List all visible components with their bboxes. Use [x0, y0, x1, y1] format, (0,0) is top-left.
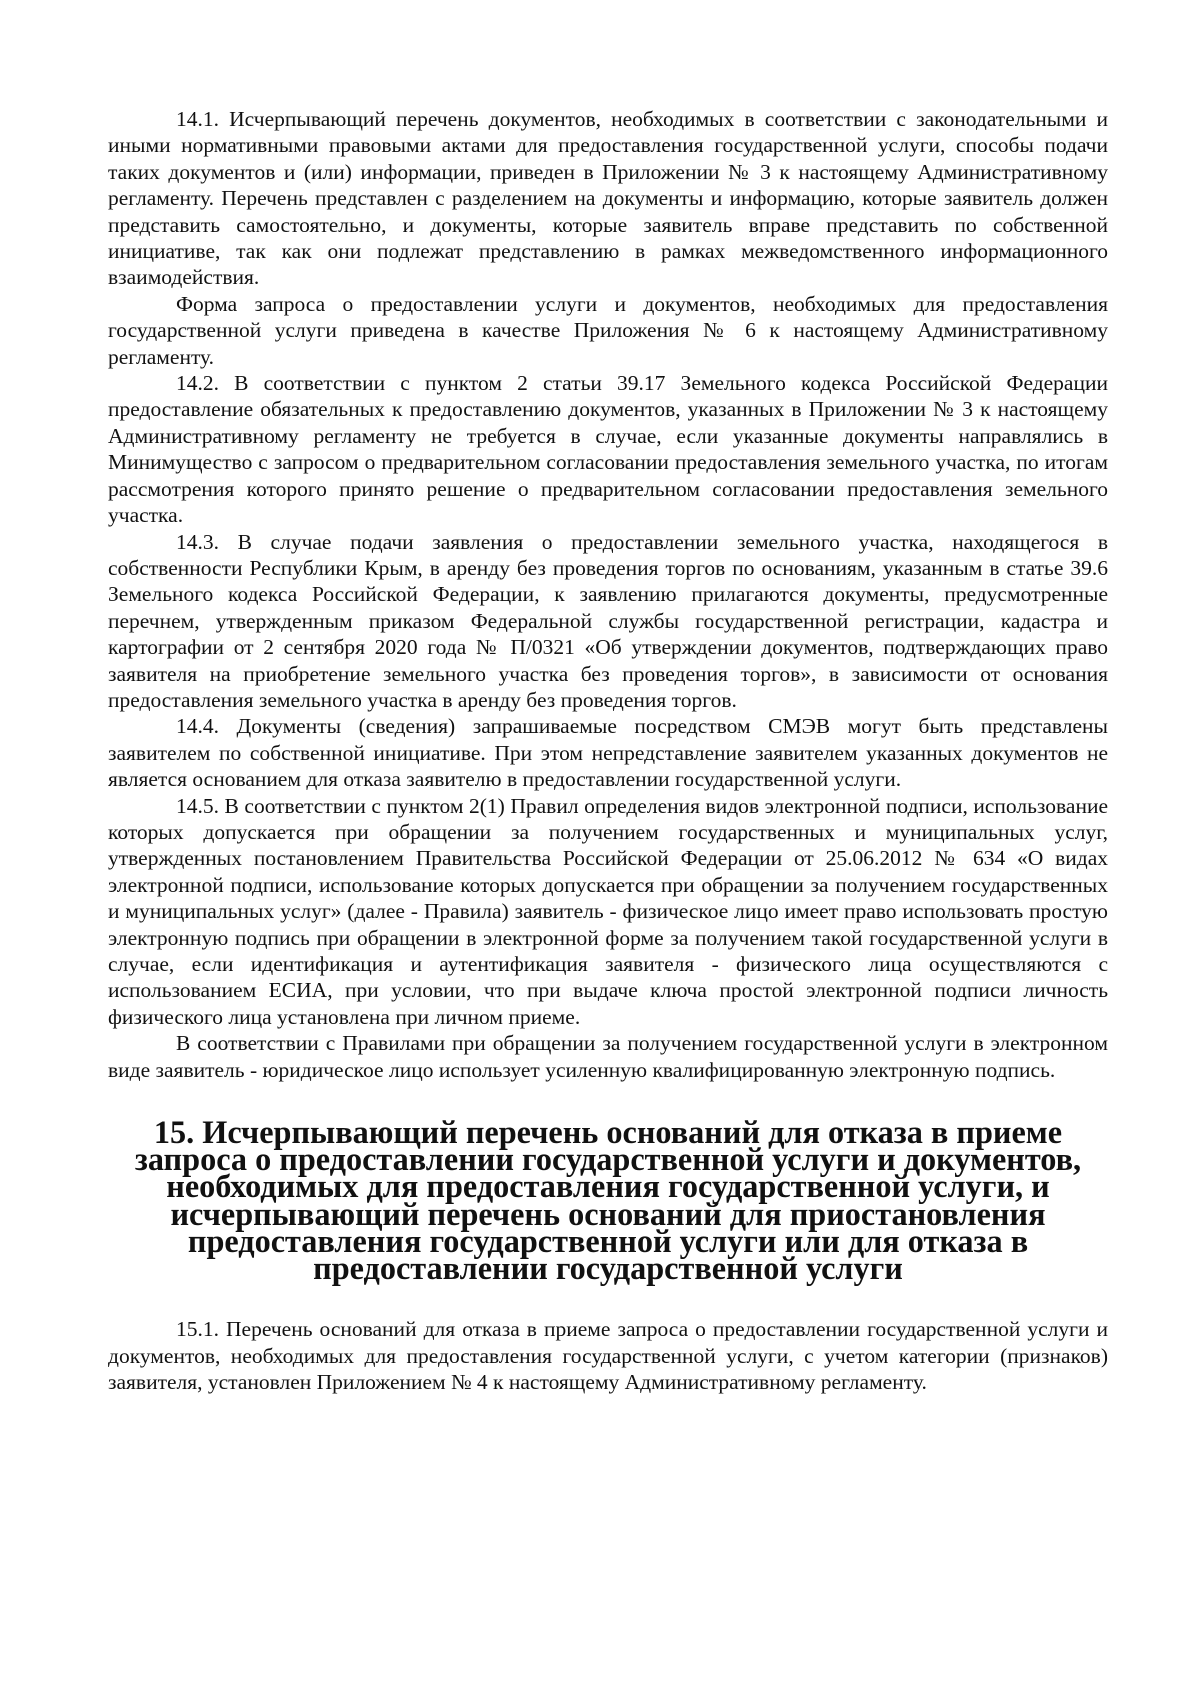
paragraph-legal-entity-signature: В соответствии с Правилами при обращении за получением государственной услуги в электронном виде заявитель - юридическое лицо использует усиленную квалифицированную электронную подпись. — [108, 1031, 1108, 1082]
paragraph-14-5: 14.5. В соответствии с пунктом 2(1) Правил определения видов электронной подписи, использование которых допускается при обращении за получением государственных и муниципальных услуг, утвержденных постановлением Правительства Российской Федерации от 25.06.2012 № 634 «О видах электронной подписи, использование которых допускается при обращении за получением государственных и муниципальных услуг» (далее - Правила) заявитель - физическое лицо имеет право использовать простую электронную подпись при обращении в электронной форме за получением такой государственной услуги в случае, если идентификация и аутентификация заявителя - физического лица осуществляются с использованием ЕСИА, при условии, что при выдаче ключа простой электронной подписи личность физического лица установлена при личном приеме. — [108, 793, 1108, 1029]
paragraph-14-4: 14.4. Документы (сведения) запрашиваемые посредством СМЭВ могут быть представлены заявителем по собственной инициативе. При этом непредставление заявителем указанных документов не является основанием для отказа заявителю в предоставлении государственной услуги. — [108, 714, 1108, 792]
paragraph-request-form: Форма запроса о предоставлении услуги и документов, необходимых для предоставления государственной услуги приведена в качестве Приложения № 6 к настоящему Административному регламенту. — [108, 291, 1108, 369]
section-15-heading: 15. Исчерпывающий перечень оснований для отказа в приеме запроса о предоставлении государственной услуги и документов, необходимых для предоставления государственной услуги, и исчерпывающий перечень оснований для приостановления предоставления государственной услуги или для отказа в предоставлении государственной услуги — [134, 1114, 1082, 1287]
paragraph-14-2: 14.2. В соответствии с пунктом 2 статьи 39.17 Земельного кодекса Российской Федерации предоставление обязательных к предоставлению документов, указанных в Приложении № 3 к настоящему Административному регламенту не требуется в случае, если указанные документы направлялись в Минимущество с запросом о предварительном согласовании предоставления земельного участка, по итогам рассмотрения которого принято решение о предварительном согласовании предоставления земельного участка. — [108, 371, 1108, 528]
paragraph-14-1: 14.1. Исчерпывающий перечень документов, необходимых в соответствии с законодательными и иными нормативными правовыми актами для предоставления государственной услуги, способы подачи таких документов и (или) информации, приведен в Приложении № 3 к настоящему Административному регламенту. Перечень представлен с разделением на документы и информацию, которые заявитель должен представить самостоятельно, и документы, которые заявитель вправе представить по собственной инициативе, так как они подлежат представлению в рамках межведомственного информационного взаимодействия. — [108, 107, 1108, 290]
paragraph-15-1: 15.1. Перечень оснований для отказа в приеме запроса о предоставлении государственной услуги и документов, необходимых для предоставления государственной услуги, с учетом категории (признаков) заявителя, установлен Приложением № 4 к настоящему Административному регламенту. — [108, 1317, 1108, 1395]
paragraph-14-3: 14.3. В случае подачи заявления о предоставлении земельного участка, находящегося в собственности Республики Крым, в аренду без проведения торгов по основаниям, указанным в статье 39.6 Земельного кодекса Российской Федерации, к заявлению прилагаются документы, предусмотренные перечнем, утвержденным приказом Федеральной службы государственной регистрации, кадастра и картографии от 2 сентября 2020 года № П/0321 «Об утверждении документов, подтверждающих право заявителя на приобретение земельного участка без проведения торгов», в зависимости от основания предоставления земельного участка в аренду без проведения торгов. — [108, 529, 1108, 712]
document-page — [108, 106, 1108, 1395]
